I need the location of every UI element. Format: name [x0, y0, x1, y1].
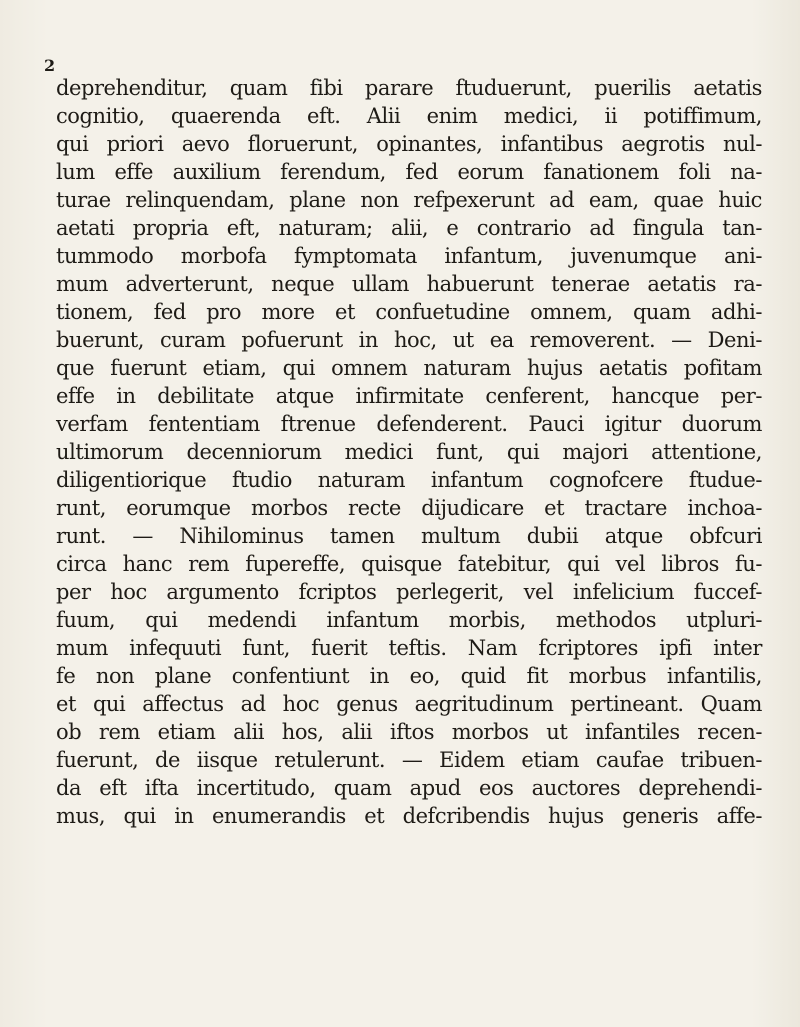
text-line: fuum, qui medendi infantum morbis, methodos utpluri- — [56, 608, 762, 632]
text-line: ob rem etiam alii hos, alii iftos morbos ut infantiles recen- — [56, 720, 762, 744]
text-line: qui priori aevo floruerunt, opinantes, infantibus aegrotis nul- — [56, 132, 762, 156]
text-line: tummodo morbofa fymptomata infantum, juvenumque ani- — [56, 244, 762, 268]
text-line: diligentiorique ftudio naturam infantum cognofcere ftudue- — [56, 468, 762, 492]
text-line: turae relinquendam, plane non refpexerunt ad eam, quae huic — [56, 188, 762, 212]
text-line: da eft ifta incertitudo, quam apud eos auctores deprehendi- — [56, 776, 762, 800]
text-line: effe in debilitate atque infirmitate cenferent, hancque per- — [56, 384, 762, 408]
page-number: 2 — [44, 56, 56, 75]
text-line: per hoc argumento fcriptos perlegerit, vel infelicium fuccef- — [56, 580, 762, 604]
body-text — [56, 74, 762, 830]
text-line: aetati propria eft, naturam; alii, e contrario ad fingula tan- — [56, 216, 762, 240]
text-line: buerunt, curam pofuerunt in hoc, ut ea removerent. — Deni- — [56, 328, 762, 352]
text-line: fe non plane confentiunt in eo, quid fit morbus infantilis, — [56, 664, 762, 688]
text-line: cognitio, quaerenda eft. Alii enim medici, ii potiffimum, — [56, 104, 762, 128]
text-line: et qui affectus ad hoc genus aegritudinum pertineant. Quam — [56, 692, 762, 716]
text-line: fuerunt, de iisque retulerunt. — Eidem etiam caufae tribuen- — [56, 748, 762, 772]
text-line: runt, eorumque morbos recte dijudicare et tractare inchoa- — [56, 496, 762, 520]
text-line: mus, qui in enumerandis et defcribendis hujus generis affe- — [56, 804, 762, 828]
text-line: runt. — Nihilominus tamen multum dubii atque obfcuri — [56, 524, 762, 548]
text-line: verfam fententiam ftrenue defenderent. Pauci igitur duorum — [56, 412, 762, 436]
text-line: mum adverterunt, neque ullam habuerunt tenerae aetatis ra- — [56, 272, 762, 296]
text-line: mum infequuti funt, fuerit teftis. Nam fcriptores ipfi inter — [56, 636, 762, 660]
text-line: que fuerunt etiam, qui omnem naturam hujus aetatis pofitam — [56, 356, 762, 380]
text-line: circa hanc rem fupereffe, quisque fatebitur, qui vel libros fu- — [56, 552, 762, 576]
text-line: tionem, fed pro more et confuetudine omnem, quam adhi- — [56, 300, 762, 324]
text-line: lum effe auxilium ferendum, fed eorum fanationem foli na- — [56, 160, 762, 184]
text-line: ultimorum decenniorum medici funt, qui majori attentione, — [56, 440, 762, 464]
text-line: deprehenditur, quam fibi parare ftuduerunt, puerilis aetatis — [56, 76, 762, 100]
